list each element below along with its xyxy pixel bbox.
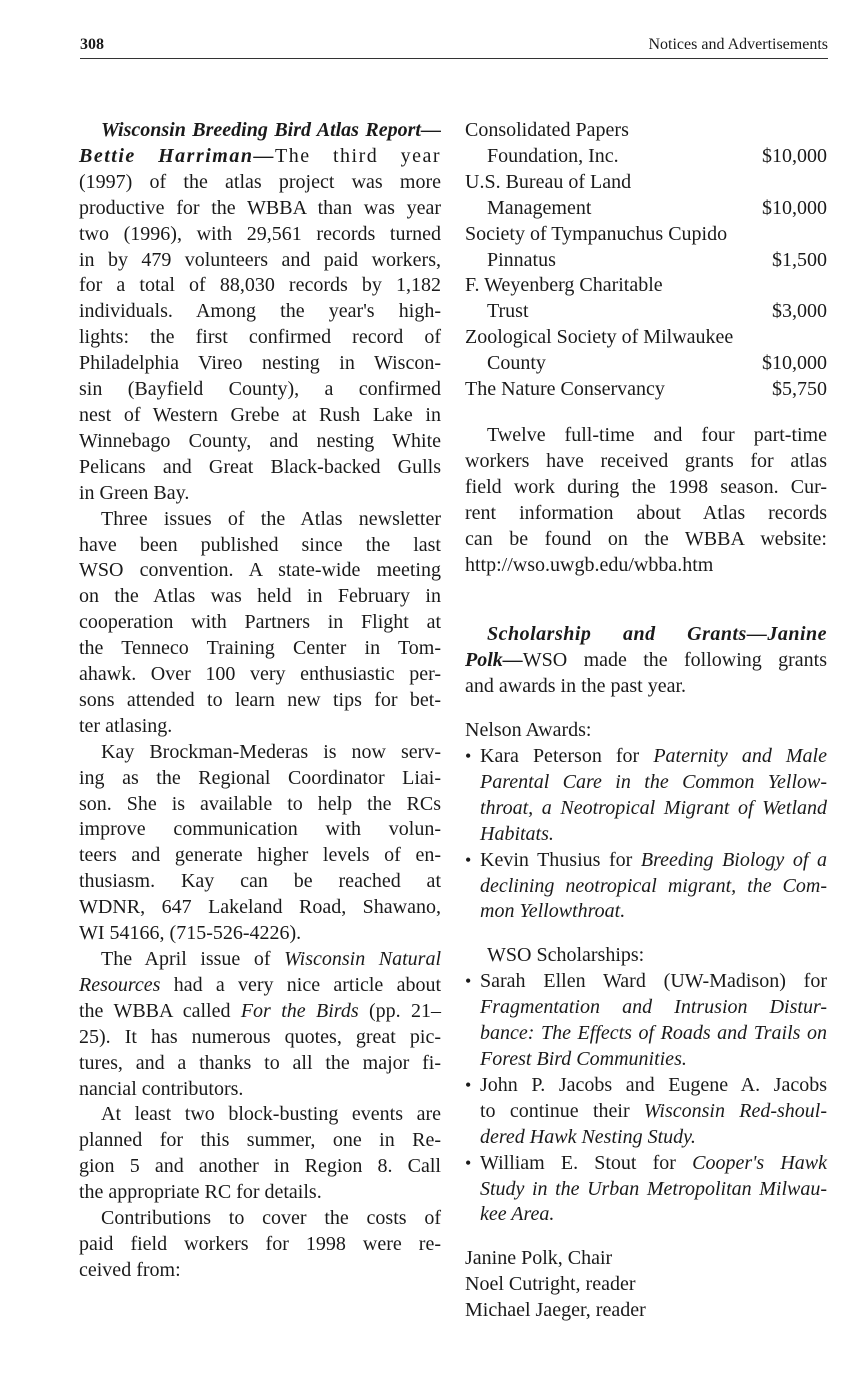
award-project-title-line: Fragmentation and Intrusion Distur- — [480, 996, 827, 1019]
p6-last-line: ceived from: — [79, 1258, 181, 1281]
funder-name-line-2: Pinnatus — [487, 248, 556, 271]
workers-line: workers have received grants for atlas — [465, 449, 827, 472]
wbba-paragraph-6 — [79, 1206, 441, 1284]
award-project-title-line: Study in the Urban Metropolitan Milwau- — [480, 1177, 827, 1200]
funder-row — [465, 377, 827, 403]
award-project-title-line: declining neotropical migrant, the Com- — [480, 874, 827, 897]
funder-row — [465, 118, 827, 170]
funder-name-cont — [465, 299, 827, 325]
award-project-title — [480, 1021, 827, 1047]
wbba-paragraph-2 — [79, 507, 441, 740]
funder-row — [465, 325, 827, 377]
funder-name-line-2: County — [487, 352, 546, 375]
p1-line: for a total of 88,030 records by 1,182 — [79, 274, 441, 297]
p1-line: nest of Western Grebe at Rush Lake in — [79, 403, 441, 426]
p1-line: sin (Bayfield County), a confirmed — [79, 378, 441, 401]
award-recipient: Kara Peterson for — [480, 745, 654, 768]
award-text — [480, 1073, 827, 1151]
p3-last-line: WI 54166, (715-526-4226). — [79, 922, 302, 945]
p3-line: Kay Brockman-Mederas is now serv- — [101, 740, 441, 763]
award-line — [480, 848, 827, 874]
wbba-paragraph-1 — [79, 170, 441, 507]
p2-line: sons attended to learn new tips for bet- — [79, 688, 441, 711]
p2-line: have been published since the last — [79, 533, 441, 556]
award-project-title: Cooper's Hawk — [692, 1151, 827, 1174]
funder-name-cont — [465, 144, 827, 170]
magazine-title: Wisconsin Natural — [284, 948, 441, 970]
p1-line: Pelicans and Great Black-backed Gulls — [79, 455, 441, 478]
p4-line: 25). It has numerous quotes, great pic- — [79, 1025, 441, 1048]
p3-line: ing as the Regional Coordinator Liai- — [79, 766, 441, 789]
award-line — [480, 1073, 827, 1099]
funders-list — [465, 118, 827, 377]
funder-name-cont — [465, 196, 827, 222]
p1-line: two (1996), with 29,561 records turned — [79, 222, 441, 245]
p1-line: Winnebago County, and nesting White — [79, 429, 441, 452]
award-item — [465, 1151, 827, 1229]
award-item — [465, 969, 827, 1073]
funder-name-line-2: Management — [487, 196, 592, 219]
p1-line: individuals. Among the year's high- — [79, 300, 441, 323]
funder-name-line-2: Foundation, Inc. — [487, 144, 619, 167]
p1-last-line: in Green Bay. — [79, 481, 190, 504]
workers-line: can be found on the WBBA website: — [465, 527, 827, 550]
p6-line: paid field workers for 1998 were re- — [79, 1232, 441, 1255]
award-last-line — [480, 1125, 827, 1151]
wbba-heading-line — [79, 118, 441, 144]
award-line — [480, 969, 827, 995]
p3-line: son. She is available to help the RCs — [79, 792, 441, 815]
p4-line-2 — [79, 973, 441, 999]
award-text — [480, 1151, 827, 1229]
p6-line: Contributions to cover the costs of — [101, 1207, 441, 1230]
award-recipient: William E. Stout for — [480, 1151, 693, 1174]
award-last-line — [480, 822, 827, 848]
running-title: Notices and Advertisements — [648, 36, 828, 53]
scholarship-section — [465, 622, 827, 700]
p3-line: thusiasm. Kay can be reached at — [79, 870, 441, 893]
p4-text: had a very nice article about — [160, 973, 441, 996]
funder-amount: $3,000 — [772, 300, 827, 323]
p2-line: on the Atlas was held in February in — [79, 585, 441, 608]
wso-scholarships-list — [465, 969, 827, 1228]
bullet-icon: • — [465, 971, 472, 992]
committee-member: Michael Jaeger, reader — [465, 1299, 646, 1322]
funder-name: Zoological Society of Milwaukee — [465, 326, 734, 349]
award-recipient: Sarah Ellen Ward (UW-Madison) for — [480, 970, 827, 993]
wbba-report-title: Wisconsin Breeding Bird Atlas Report— — [101, 119, 441, 141]
funder-name-cont — [465, 351, 827, 377]
award-recipient: John P. Jacobs and Eugene A. Jacobs — [480, 1073, 827, 1096]
funder-name-cont — [465, 248, 827, 274]
award-project-title-line: bance: The Effects of Roads and Trails on — [480, 1022, 827, 1045]
p1-line: (1997) of the atlas project was more — [79, 170, 441, 193]
p5-last-line: the appropriate RC for details. — [79, 1181, 322, 1204]
funder-amount: $10,000 — [762, 144, 827, 167]
award-item — [465, 848, 827, 926]
p3-line: WDNR, 647 Lakeland Road, Shawano, — [79, 896, 441, 919]
page-number: 308 — [80, 36, 104, 53]
award-project-title-end: mon Yellowthroat. — [480, 900, 626, 923]
p4-text: (pp. 21– — [358, 999, 442, 1022]
award-project-title-line: Parental Care in the Common Yellow- — [480, 770, 827, 793]
p3-line: improve communication with volun- — [79, 818, 441, 841]
p4-text: The April issue of — [101, 948, 285, 970]
bullet-icon: • — [465, 746, 472, 767]
award-project-title-end: Habitats. — [480, 822, 554, 845]
p2-line: WSO convention. A state-wide meeting — [79, 559, 441, 582]
award-project-title: Breeding Biology of a — [640, 848, 827, 871]
award-project-title — [480, 1177, 827, 1203]
committee-member: Janine Polk, Chair — [465, 1247, 613, 1270]
wbba-author-line — [79, 144, 441, 170]
p4-line: tures, and a thanks to all the major fi- — [79, 1051, 441, 1074]
p1-line: Philadelphia Vireo nesting in Wiscon- — [79, 352, 441, 375]
p2-last-line: ter atlasing. — [79, 714, 173, 737]
p5-line: At least two block-busting events are — [101, 1103, 441, 1126]
award-project-title: Paternity and Male — [653, 745, 827, 768]
award-line — [480, 1099, 827, 1125]
funder-amount: $10,000 — [762, 196, 827, 219]
workers-line: Twelve full-time and four part-time — [487, 423, 827, 446]
scholarship-title: Scholarship and Grants—Janine — [487, 623, 827, 646]
wbba-paragraph-5 — [79, 1102, 441, 1206]
award-text — [480, 848, 827, 926]
award-text — [480, 744, 827, 848]
p1-line-1-tail: The third year — [275, 144, 442, 167]
magazine-title-cont: Resources — [79, 973, 161, 996]
award-project-title-line: throat, a Neotropical Migrant of Wetland — [480, 796, 827, 819]
award-project-title: Wisconsin Red-shoul- — [643, 1099, 827, 1122]
p2-line: ahawk. Over 100 very enthusiastic per- — [79, 663, 441, 686]
funder-name-line-2: Trust — [487, 300, 529, 323]
p2-line: the Tenneco Training Center in Tom- — [79, 637, 441, 660]
p5-line: planned for this summer, one in Re- — [79, 1129, 441, 1152]
wbba-author: Bettie Harriman— — [79, 144, 275, 167]
award-item — [465, 744, 827, 848]
funder-row — [465, 170, 827, 222]
award-project-title — [480, 770, 827, 796]
workers-paragraph — [465, 423, 827, 578]
funder-amount: $1,500 — [772, 248, 827, 271]
bullet-icon: • — [465, 1074, 472, 1095]
workers-line: rent information about Atlas records — [465, 501, 827, 524]
award-project-title — [480, 796, 827, 822]
workers-last-line: http://wso.uwgb.edu/wbba.htm — [465, 553, 714, 576]
funder-name: F. Weyenberg Charitable — [465, 274, 663, 297]
funder-amount: $5,750 — [772, 378, 827, 401]
p4-line-1 — [79, 947, 441, 973]
p3-line: teers and generate higher levels of en- — [79, 844, 441, 867]
funder-name: Society of Tympanuchus Cupido — [465, 222, 728, 245]
award-project-title — [480, 874, 827, 900]
right-column — [465, 118, 827, 1324]
funder-name: Consolidated Papers — [465, 119, 629, 141]
award-last-line — [480, 1047, 827, 1073]
award-last-line — [480, 899, 827, 925]
left-column — [79, 118, 441, 1284]
article-title: For the Birds — [240, 999, 359, 1022]
scholarship-author: Polk— — [465, 649, 523, 672]
funder-amount: $10,000 — [762, 352, 827, 375]
p4-text: the WBBA called — [79, 999, 241, 1022]
nelson-awards-heading: Nelson Awards: — [465, 719, 592, 742]
award-text-plain: to continue their — [480, 1099, 644, 1122]
funder-row — [465, 222, 827, 274]
p1-line: lights: the first confirmed record of — [79, 326, 441, 349]
wbba-paragraph-3 — [79, 740, 441, 947]
committee-member: Noel Cutright, reader — [465, 1273, 636, 1296]
award-project-title-end: Forest Bird Communities. — [480, 1048, 687, 1070]
award-recipient: Kevin Thusius for — [480, 848, 641, 871]
funder-row — [465, 273, 827, 325]
funder-name: U.S. Bureau of Land — [465, 170, 632, 193]
scholarship-heading — [465, 622, 827, 648]
p1-line: productive for the WBBA than was year — [79, 196, 441, 219]
nelson-awards-list — [465, 744, 827, 925]
scholarship-text: WSO made the following grants — [522, 649, 827, 672]
wbba-paragraph-4 — [79, 947, 441, 1102]
award-last-line — [480, 1202, 827, 1228]
bullet-icon: • — [465, 1152, 472, 1173]
running-header — [80, 36, 828, 59]
p5-line: gion 5 and another in Region 8. Call — [79, 1155, 441, 1178]
award-line — [480, 1151, 827, 1177]
scholarship-line-2 — [465, 648, 827, 674]
award-project-title-end: dered Hawk Nesting Study. — [480, 1125, 696, 1148]
award-project-title — [480, 995, 827, 1021]
funder-name: The Nature Conservancy — [465, 378, 665, 401]
wso-scholarships-heading: WSO Scholarships: — [487, 944, 645, 967]
committee-list — [465, 1246, 827, 1324]
p4-last-line: nancial contributors. — [79, 1077, 244, 1100]
award-line — [480, 744, 827, 770]
award-text — [480, 969, 827, 1073]
workers-line: field work during the 1998 season. Cur- — [465, 475, 827, 498]
p2-line: Three issues of the Atlas newsletter — [101, 507, 441, 530]
p1-line: in by 479 volunteers and paid workers, — [79, 248, 441, 271]
bullet-icon: • — [465, 849, 472, 870]
award-item — [465, 1073, 827, 1151]
p4-line-3 — [79, 999, 441, 1025]
award-project-title-end: kee Area. — [480, 1203, 555, 1226]
scholarship-last-line: and awards in the past year. — [465, 675, 687, 698]
p2-line: cooperation with Partners in Flight at — [79, 611, 441, 634]
